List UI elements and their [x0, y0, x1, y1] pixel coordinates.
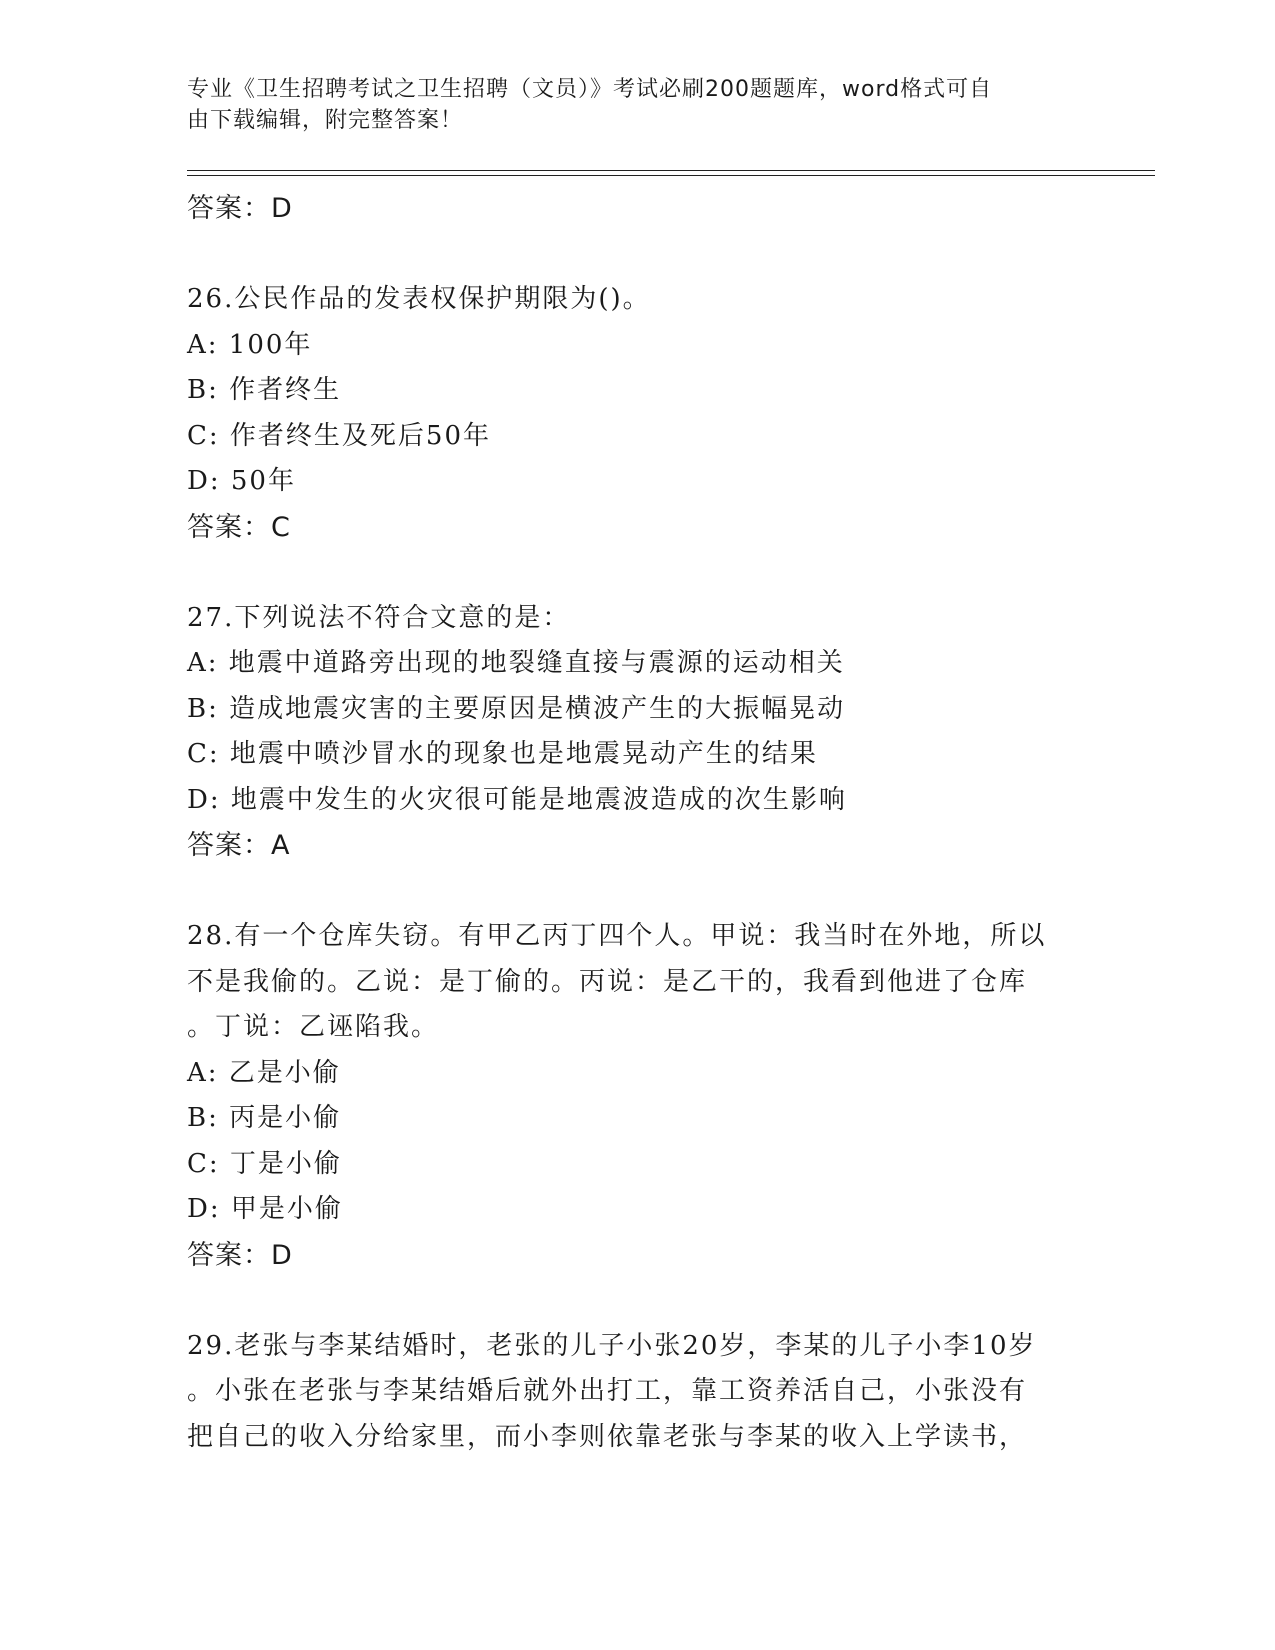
answer: 答案：C [187, 511, 291, 543]
answer: 答案：A [187, 830, 291, 861]
question-text-line-1: 28.有一个仓库失窃。有甲乙丙丁四个人。甲说：我当时在外地，所以 [187, 921, 1047, 951]
question-text-line-3: 把自己的收入分给家里，而小李则依靠老张与李某的收入上学读书， [187, 1421, 1028, 1452]
header-rule-bottom [187, 175, 1155, 176]
option-a: A: 乙是小偷 [187, 1057, 341, 1088]
header-line-1: 专业《卫生招聘考试之卫生招聘（文员）》考试必刷200题题库，word格式可自 [187, 77, 993, 102]
option-a: A: 地震中道路旁出现的地裂缝直接与震源的运动相关 [187, 648, 845, 678]
option-d: D: 甲是小偷 [187, 1194, 343, 1224]
question-28 [187, 914, 1087, 1278]
option-b: B: 丙是小偷 [187, 1103, 342, 1133]
spacer [187, 232, 1087, 278]
option-c: C: 丁是小偷 [187, 1148, 342, 1179]
question-text-line-3: 。丁说：乙诬陷我。 [187, 1012, 440, 1042]
option-d: D: 地震中发生的火灾很可能是地震波造成的次生影响 [187, 784, 847, 815]
question-text-line-2: 不是我偷的。乙说：是丁偷的。丙说：是乙干的，我看到他进了仓库 [187, 966, 1028, 997]
option-d: D: 50年 [187, 466, 296, 496]
option-a: A: 100年 [187, 329, 313, 360]
question-26 [187, 277, 1087, 550]
previous-answer: 答案：D [187, 193, 293, 224]
option-b: B: 造成地震灾害的主要原因是横波产生的大振幅晃动 [187, 693, 846, 724]
document-body [187, 186, 1087, 1460]
spacer [187, 869, 1087, 915]
spacer [187, 550, 1087, 596]
option-c: C: 作者终生及死后50年 [187, 420, 492, 451]
answer: 答案：D [187, 1239, 293, 1271]
question-27 [187, 596, 1087, 869]
option-b: B: 作者终生 [187, 375, 342, 405]
question-text: 27.下列说法不符合文意的是： [187, 602, 571, 633]
option-c: C: 地震中喷沙冒水的现象也是地震晃动产生的结果 [187, 739, 818, 769]
header-rule-top [187, 170, 1155, 171]
question-text: 26.公民作品的发表权保护期限为()。 [187, 284, 651, 314]
document-header [187, 74, 1067, 136]
spacer [187, 1278, 1087, 1324]
header-line-2: 由下载编辑，附完整答案！ [187, 108, 464, 133]
question-29 [187, 1324, 1087, 1461]
question-text-line-2: 。小张在老张与李某结婚后就外出打工，靠工资养活自己，小张没有 [187, 1376, 1028, 1406]
question-text-line-1: 29.老张与李某结婚时，老张的儿子小张20岁，李某的儿子小李10岁 [187, 1330, 1037, 1361]
